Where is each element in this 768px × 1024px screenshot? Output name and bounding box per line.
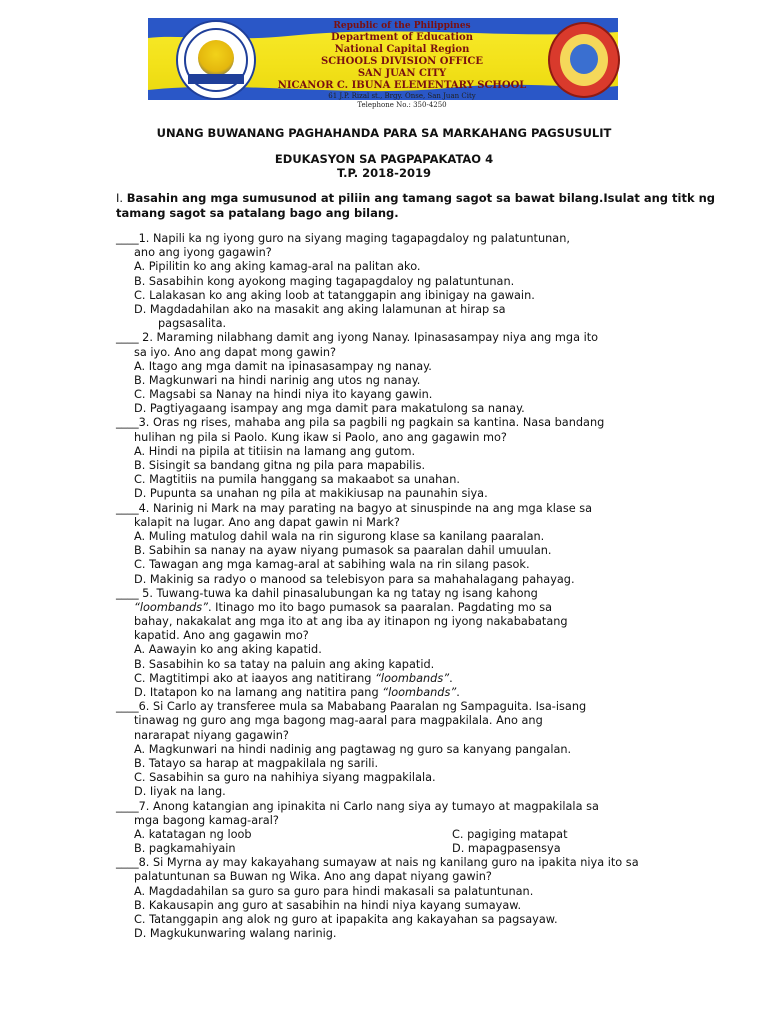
choice-a: A. Itago ang mga damit na ipinasasampay ng nanay.: [134, 359, 432, 373]
loombands-term: “loombands”: [382, 686, 457, 699]
choice-d-period: .: [456, 686, 460, 699]
header-city: SAN JUAN CITY: [357, 68, 447, 79]
choice-b: B. Magkunwari na hindi narinig ang utos ng nanay.: [134, 373, 421, 387]
question-text: ____ 5. Tuwang-tuwa ka dahil pinasalubungan ka ng tatay ng isang kahong: [116, 586, 538, 600]
choice-c: C. Tatanggapin ang alok ng guro at ipapakita ang kakayahan sa pagsayaw.: [134, 913, 558, 926]
question-text: hulihan ng pila si Paolo. Kung ikaw si Paolo, ano ang gagawin mo?: [134, 430, 507, 444]
choice-a: A. Muling matulog dahil wala na rin sigurong klase sa kanilang paaralan.: [134, 529, 545, 543]
question-text: sa iyo. Ano ang dapat mong gawin?: [134, 345, 337, 359]
question-text: bahay, nakakalat ang mga ito at ang iba ay itinapon ng iyong nakababatang: [134, 615, 568, 629]
choice-d: D. Makinig sa radyo o manood sa telebisyon para sa mahahalagang pahayag.: [134, 572, 575, 586]
question-5: [116, 587, 716, 701]
loombands-term: “loombands”: [134, 600, 208, 614]
choice-b: B. Sisingit sa bandang gitna ng pila para mapabilis.: [134, 459, 426, 472]
school-logo-seal: [176, 20, 256, 100]
choice-d: D. Iiyak na lang.: [134, 785, 226, 799]
choice-a: A. Hindi na pipila at titiisin na lamang ang gutom.: [134, 444, 416, 458]
choice-a: A. Magkunwari na hindi nadinig ang pagtawag ng guro sa kanyang pangalan.: [134, 742, 572, 756]
question-text-part: . Itinago mo ito bago pumasok sa paaralan. Pagdating mo sa: [207, 600, 553, 614]
exam-title: UNANG BUWANANG PAGHAHANDA PARA SA MARKAHANG PAGSUSULIT: [156, 126, 612, 140]
choice-d: D. Magkukunwaring walang narinig.: [134, 927, 337, 941]
question-8: [116, 856, 716, 941]
question-text: ____4. Narinig ni Mark na may parating na bagyo at sinuspinde na ang mga klase sa: [116, 501, 593, 515]
choice-a: A. Aawayin ko ang aking kapatid.: [134, 643, 322, 657]
choice-c: C. Lalakasan ko ang aking loob at tatanggapin ang ibinigay na gawain.: [134, 288, 535, 302]
choice-c: C. Magsabi sa Nanay na hindi niya ito kayang gawin.: [134, 388, 433, 402]
choice-d: D. Pupunta sa unahan ng pila at makikiusap na paunahin siya.: [134, 487, 488, 501]
question-text: ____ 2. Maraming nilabhang damit ang iyong Nanay. Ipinasasampay niya ang mga ito: [116, 331, 599, 345]
header-text-block: [262, 20, 542, 110]
choice-d: [116, 686, 716, 700]
subject-title: EDUKASYON SA PAGPAPAKATAO 4: [274, 152, 494, 166]
choice-c: C. Magtitiis na pumila hanggang sa makaabot sa unahan.: [134, 473, 460, 487]
choice-row: [116, 842, 716, 856]
question-text: kalapit na lugar. Ano ang dapat gawin ni Mark?: [134, 515, 400, 529]
question-3: [116, 416, 716, 501]
choice-c: C. Tawagan ang mga kamag-aral at sabihing wala na rin silang pasok.: [134, 558, 530, 572]
question-7: [116, 800, 716, 857]
question-text: ____8. Si Myrna ay may kakayahang sumayaw at nais ng kanilang guro na ipakita niya ito sa: [116, 856, 639, 870]
choice-a: A. Pipilitin ko ang aking kamag-aral na palitan ako.: [134, 260, 421, 274]
choice-b: B. Tatayo sa harap at magpakilala ng sarili.: [134, 756, 379, 770]
header-telephone: Telephone No.: 350-4250: [357, 101, 447, 109]
header-department: Department of Education: [331, 32, 473, 43]
question-text: ano ang iyong gagawin?: [134, 246, 272, 260]
choice-c-text: C. Magtitimpi ako at iaayos ang natitirang: [134, 671, 376, 685]
question-text: ____7. Anong katangian ang ipinakita ni Carlo nang siya ay tumayo at magpakilala sa: [116, 799, 599, 813]
question-text: tinawag ng guro ang mga bagong mag-aaral para magpakilala. Ano ang: [134, 714, 543, 728]
choice-d: D. Pagtiyagaang isampay ang mga damit para makatulong sa nanay.: [134, 402, 525, 416]
choice-row: [116, 828, 716, 842]
instructions: [116, 191, 726, 221]
choice-d-continued: pagsasalita.: [158, 317, 227, 331]
choice-a: A. katatagan ng loob: [134, 827, 252, 841]
header-address: 61 J.P. Rizal st., Brgy. Onse, San Juan City: [328, 92, 476, 100]
choice-c: C. pagiging matapat: [452, 827, 568, 841]
instructions-prefix: I.: [116, 191, 127, 205]
header-division: SCHOOLS DIVISION OFFICE: [321, 56, 483, 67]
loombands-term: “loombands”: [375, 671, 450, 685]
choice-d: D. mapagpasensya: [452, 842, 561, 856]
choice-b: B. Sasabihin kong ayokong maging tagapagdaloy ng palatuntunan.: [134, 274, 515, 288]
choice-c: [116, 672, 716, 686]
question-text: ____1. Napili ka ng iyong guro na siyang maging tagapagdaloy ng palatuntunan,: [116, 232, 570, 245]
choice-b: B. Sasabihin ko sa tatay na paluin ang aking kapatid.: [134, 657, 435, 671]
header-school-name: NICANOR C. IBUNA ELEMENTARY SCHOOL: [277, 80, 527, 91]
city-logo-seal: [548, 22, 620, 98]
question-text: ____3. Oras ng rises, mahaba ang pila sa pagbili ng pagkain sa kantina. Nasa bandang: [116, 416, 605, 430]
choice-d-text: D. Itatapon ko na lamang ang natitira pang: [134, 686, 383, 699]
question-list: [116, 232, 716, 941]
question-text: palatuntunan sa Buwan ng Wika. Ano ang dapat niyang gawin?: [134, 870, 492, 884]
instructions-line1: Basahin ang mga sumusunod at piliin ang tamang sagot sa bawat bilang.Isulat ang titk ng: [126, 191, 716, 205]
question-text: kapatid. Ano ang gagawin mo?: [134, 629, 309, 643]
instructions-line2: tamang sagot sa patalang bago ang bilang.: [116, 206, 399, 220]
choice-a: A. Magdadahilan sa guro sa guro para hindi makasali sa palatuntunan.: [134, 884, 534, 898]
question-1: [116, 232, 716, 331]
question-text: [116, 601, 716, 615]
choice-d: D. Magdadahilan ako na masakit ang aking lalamunan at hirap sa: [134, 302, 506, 316]
question-4: [116, 502, 716, 587]
choice-c: C. Sasabihin sa guro na nahihiya siyang magpakilala.: [134, 771, 436, 785]
choice-c-period: .: [449, 671, 453, 685]
school-year: T.P. 2018-2019: [337, 166, 431, 180]
question-text: ____6. Si Carlo ay transferee mula sa Mababang Paaralan ng Sampaguita. Isa-isang: [116, 700, 587, 714]
choice-b: B. Kakausapin ang guro at sasabihin na hindi niya kayang sumayaw.: [134, 898, 522, 912]
choice-b: B. pagkamahiyain: [134, 842, 236, 856]
header-republic: Republic of the Philippines: [333, 21, 471, 31]
question-6: [116, 700, 716, 799]
question-text: nararapat niyang gagawin?: [134, 728, 289, 742]
header-region: National Capital Region: [334, 44, 470, 55]
question-text: mga bagong kamag-aral?: [134, 813, 279, 827]
question-2: [116, 331, 716, 416]
choice-b: B. Sabihin sa nanay na ayaw niyang pumasok sa paaralan dahil umuulan.: [134, 544, 552, 558]
